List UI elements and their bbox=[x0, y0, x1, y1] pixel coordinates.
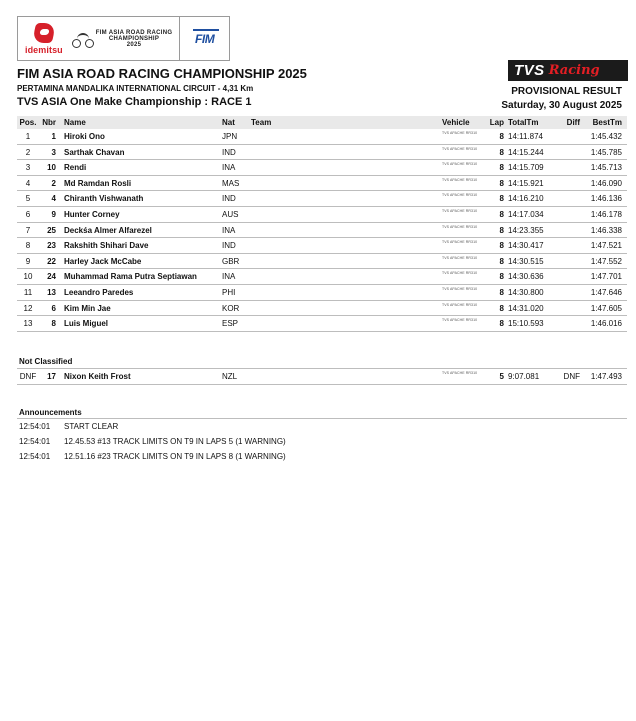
cell-pos: 2 bbox=[25, 147, 31, 157]
race-title: TVS ASIA One Make Championship : RACE 1 bbox=[17, 96, 252, 108]
cell-nbr: 3 bbox=[51, 147, 56, 157]
cell-name: Muhammad Rama Putra Septiawan bbox=[64, 272, 197, 282]
cell-best: 1:47.493 bbox=[590, 372, 622, 381]
cell-nat: IND bbox=[222, 147, 236, 157]
cell-best: 1:45.713 bbox=[590, 163, 622, 173]
fim-wordmark: FIM bbox=[195, 31, 215, 46]
cell-best: 1:47.605 bbox=[590, 303, 622, 313]
announcement-text: 12.51.16 #23 TRACK LIMITS ON T9 IN LAPS 8 (1 WARNING) bbox=[64, 452, 286, 461]
cell-vehicle: TVS APACHE RR310 bbox=[442, 240, 478, 245]
table-row bbox=[0, 369, 636, 385]
tvs-racing-logo bbox=[508, 60, 628, 81]
cell-nbr: 13 bbox=[47, 288, 56, 297]
cell-lap: 8 bbox=[499, 210, 504, 219]
cell-lap: 8 bbox=[499, 241, 504, 251]
cell-lap: 8 bbox=[499, 147, 504, 157]
announcement-text: START CLEAR bbox=[64, 422, 119, 431]
cell-name: Sarthak Chavan bbox=[64, 147, 125, 157]
cell-best: 1:46.136 bbox=[590, 194, 622, 204]
cell-total: 14:11.874 bbox=[508, 132, 543, 141]
cell-best: 1:46.090 bbox=[590, 178, 622, 188]
cell-best: 1:47.521 bbox=[590, 241, 622, 251]
cell-pos: 12 bbox=[23, 303, 33, 313]
col-header-name: Name bbox=[64, 118, 86, 127]
cell-best: 1:46.178 bbox=[590, 210, 622, 219]
cell-vehicle: TVS APACHE RR310 bbox=[442, 255, 478, 260]
cell-name: Kim Min Jae bbox=[64, 303, 111, 313]
championship-logo-year: 2025 bbox=[126, 41, 142, 48]
cell-name: Md Ramdan Rosli bbox=[64, 178, 132, 188]
table-row bbox=[0, 145, 636, 161]
col-header-nat: Nat bbox=[222, 118, 235, 127]
cell-nbr: 22 bbox=[47, 256, 56, 266]
cell-pos: 13 bbox=[23, 319, 33, 329]
col-header-team: Team bbox=[251, 118, 272, 127]
cell-lap: 8 bbox=[499, 178, 504, 188]
cell-pos: 1 bbox=[25, 132, 31, 141]
table-row bbox=[0, 191, 636, 207]
cell-best: 1:45.432 bbox=[590, 132, 622, 141]
cell-lap: 8 bbox=[499, 319, 504, 329]
col-header-vehicle: Vehicle bbox=[442, 118, 470, 127]
table-row bbox=[0, 223, 636, 239]
table-row bbox=[0, 160, 636, 176]
cell-total: 9:07.081 bbox=[508, 372, 540, 381]
cell-vehicle: TVS APACHE RR310 bbox=[442, 371, 478, 375]
motorcycle-icon bbox=[72, 30, 94, 48]
cell-vehicle: TVS APACHE RR310 bbox=[442, 224, 478, 229]
race-date: Saturday, 30 August 2025 bbox=[501, 100, 622, 111]
cell-nbr: 24 bbox=[47, 272, 56, 282]
cell-pos: 5 bbox=[25, 194, 31, 204]
results-table-header bbox=[17, 116, 627, 129]
cell-name: Rendi bbox=[64, 163, 87, 173]
cell-nbr: 25 bbox=[47, 225, 56, 235]
cell-total: 14:15.709 bbox=[508, 163, 544, 173]
cell-name: Rakshith Shihari Dave bbox=[64, 241, 149, 251]
divider bbox=[17, 418, 627, 419]
table-row bbox=[0, 176, 636, 192]
cell-nbr: 1 bbox=[51, 132, 56, 141]
tvs-wordmark: TVS bbox=[514, 62, 545, 79]
table-row bbox=[0, 316, 636, 332]
table-row bbox=[0, 285, 636, 301]
cell-total: 14:30.417 bbox=[508, 241, 544, 251]
cell-nat: KOR bbox=[222, 303, 240, 313]
cell-name: Hiroki Ono bbox=[64, 132, 105, 141]
cell-pos: 3 bbox=[25, 163, 31, 173]
table-row bbox=[0, 301, 636, 317]
cell-total: 14:16.210 bbox=[508, 194, 544, 204]
cell-nat: MAS bbox=[222, 178, 240, 188]
cell-pos: 4 bbox=[25, 178, 31, 188]
cell-pos: 10 bbox=[23, 272, 33, 282]
cell-nbr: 17 bbox=[47, 372, 56, 381]
idemitsu-wordmark: idemitsu bbox=[24, 44, 63, 55]
announcement-time: 12:54:01 bbox=[19, 422, 51, 431]
cell-vehicle: TVS APACHE RR310 bbox=[442, 302, 478, 307]
cell-lap: 8 bbox=[499, 132, 504, 141]
cell-vehicle: TVS APACHE RR310 bbox=[442, 318, 478, 323]
cell-name: Leeandro Paredes bbox=[64, 288, 134, 297]
cell-pos: 6 bbox=[25, 210, 31, 219]
cell-best: 1:47.646 bbox=[590, 288, 622, 297]
cell-name: Harley Jack McCabe bbox=[64, 256, 142, 266]
cell-lap: 5 bbox=[499, 372, 504, 381]
idemitsu-flame-icon bbox=[31, 23, 57, 43]
cell-vehicle: TVS APACHE RR310 bbox=[442, 271, 478, 276]
table-row bbox=[0, 129, 636, 145]
championship-logo-line1: FIM ASIA ROAD RACING bbox=[95, 29, 173, 36]
cell-total: 14:30.515 bbox=[508, 256, 544, 266]
cell-vehicle: TVS APACHE RR310 bbox=[442, 287, 478, 291]
event-logo-box bbox=[17, 16, 230, 61]
championship-title: FIM ASIA ROAD RACING CHAMPIONSHIP 2025 bbox=[17, 66, 307, 81]
col-header-lap: Lap bbox=[489, 118, 504, 127]
cell-nat: IND bbox=[222, 194, 236, 204]
cell-lap: 8 bbox=[499, 288, 504, 297]
cell-total: 14:31.020 bbox=[508, 303, 544, 313]
cell-lap: 8 bbox=[499, 225, 504, 235]
cell-nbr: 8 bbox=[51, 319, 56, 329]
cell-diff: DNF bbox=[563, 372, 580, 381]
announcement-text: 12.45.53 #13 TRACK LIMITS ON T9 IN LAPS 5 (1 WARNING) bbox=[64, 437, 286, 446]
cell-total: 14:17.034 bbox=[508, 210, 544, 219]
cell-vehicle: TVS APACHE RR310 bbox=[442, 209, 478, 213]
cell-total: 14:30.800 bbox=[508, 288, 544, 297]
cell-nbr: 6 bbox=[51, 303, 56, 313]
fim-logo bbox=[179, 17, 229, 60]
table-row bbox=[0, 238, 636, 254]
cell-vehicle: TVS APACHE RR310 bbox=[442, 131, 478, 135]
table-row bbox=[0, 207, 636, 223]
cell-total: 14:15.244 bbox=[508, 147, 544, 157]
cell-nat: INA bbox=[222, 272, 236, 282]
cell-nat: JPN bbox=[222, 132, 238, 141]
circuit-name: PERTAMINA MANDALIKA INTERNATIONAL CIRCUIT - 4,31 Km bbox=[17, 84, 254, 93]
cell-nbr: 2 bbox=[51, 178, 56, 188]
result-status: PROVISIONAL RESULT bbox=[511, 86, 622, 97]
cell-best: 1:47.701 bbox=[590, 272, 622, 282]
cell-lap: 8 bbox=[499, 256, 504, 266]
cell-vehicle: TVS APACHE RR310 bbox=[442, 177, 478, 182]
cell-vehicle: TVS APACHE RR310 bbox=[442, 162, 478, 167]
cell-name: Hunter Corney bbox=[64, 210, 120, 219]
cell-lap: 8 bbox=[499, 194, 504, 204]
cell-name: Deckśa Almer Alfarezel bbox=[64, 225, 152, 235]
cell-nat: NZL bbox=[222, 372, 238, 381]
cell-total: 15:10.593 bbox=[508, 319, 544, 329]
cell-pos: 9 bbox=[25, 256, 31, 266]
announcement-time: 12:54:01 bbox=[19, 437, 51, 446]
cell-nbr: 4 bbox=[51, 194, 56, 204]
idemitsu-logo bbox=[18, 17, 70, 60]
racing-script: Racing bbox=[548, 63, 600, 78]
cell-lap: 8 bbox=[499, 163, 504, 173]
cell-nat: IND bbox=[222, 241, 236, 251]
cell-best: 1:45.785 bbox=[590, 147, 622, 157]
cell-nat: INA bbox=[222, 163, 236, 173]
announcement-time: 12:54:01 bbox=[19, 452, 51, 461]
cell-lap: 8 bbox=[499, 303, 504, 313]
cell-total: 14:23.355 bbox=[508, 225, 544, 235]
cell-best: 1:46.016 bbox=[590, 319, 622, 329]
cell-nbr: 9 bbox=[51, 210, 56, 219]
cell-best: 1:47.552 bbox=[590, 256, 622, 266]
championship-logo-line2: CHAMPIONSHIP bbox=[108, 35, 160, 42]
col-header-nbr: Nbr bbox=[42, 118, 56, 127]
col-header-total: TotalTm bbox=[508, 118, 539, 127]
cell-vehicle: TVS APACHE RR310 bbox=[442, 193, 478, 198]
cell-best: 1:46.338 bbox=[590, 225, 622, 235]
cell-name: Nixon Keith Frost bbox=[64, 372, 131, 381]
cell-nat: GBR bbox=[222, 256, 240, 266]
table-row bbox=[0, 269, 636, 285]
cell-nat: PHI bbox=[222, 288, 236, 297]
cell-total: 14:15.921 bbox=[508, 178, 544, 188]
cell-vehicle: TVS APACHE RR310 bbox=[442, 146, 478, 151]
cell-total: 14:30.636 bbox=[508, 272, 544, 282]
cell-name: Chiranth Vishwanath bbox=[64, 194, 144, 204]
cell-nat: ESP bbox=[222, 319, 239, 329]
cell-name: Luis Miguel bbox=[64, 319, 108, 329]
cell-pos: 7 bbox=[25, 225, 31, 235]
col-header-pos: Pos. bbox=[19, 118, 37, 127]
championship-logo bbox=[70, 17, 179, 60]
cell-nbr: 23 bbox=[47, 241, 56, 251]
cell-lap: 8 bbox=[499, 272, 504, 282]
col-header-best: BestTm bbox=[592, 118, 622, 127]
table-row bbox=[0, 254, 636, 270]
cell-nbr: 10 bbox=[47, 163, 56, 173]
col-header-diff: Diff bbox=[566, 118, 580, 127]
cell-pos: 11 bbox=[23, 288, 33, 297]
cell-pos: DNF bbox=[19, 372, 37, 381]
not-classified-heading: Not Classified bbox=[19, 357, 73, 366]
cell-pos: 8 bbox=[25, 241, 31, 251]
cell-nat: AUS bbox=[222, 210, 239, 219]
cell-nat: INA bbox=[222, 225, 236, 235]
announcements-heading: Announcements bbox=[19, 408, 82, 417]
